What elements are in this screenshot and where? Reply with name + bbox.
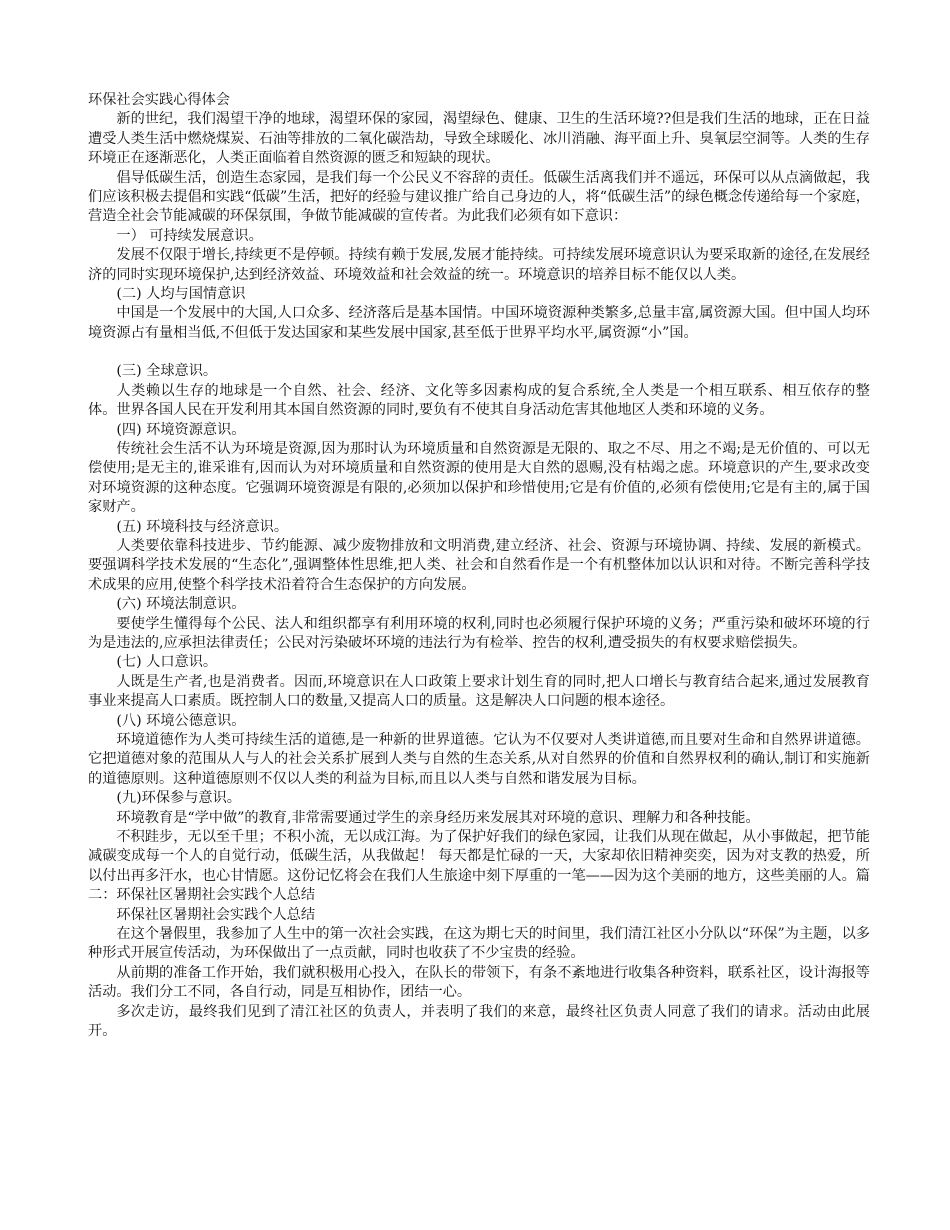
paragraph: 发展不仅限于增长,持续更不是停顿。持续有赖于发展,发展才能持续。可持续发展环境意识认为要采取新的途径,在发展经济的同时实现环境保护,达到经济效益、环境效益和社会效益的统一。环境意识的培养目标不能仅以人类。 xyxy=(88,247,870,283)
section-heading: (九)环保参与意识。 xyxy=(116,790,241,807)
section-heading: (三) 全球意识。 xyxy=(116,363,218,380)
paragraph: 多次走访，最终我们见到了清江社区的负责人，并表明了我们的来意，最终社区负责人同意了我们的请求。活动由此展开。 xyxy=(88,1003,870,1040)
section-heading: 环保社区暑期社会实践个人总结 xyxy=(116,906,316,923)
paragraph: 传统社会生活不认为环境是资源,因为那时认为环境质量和自然资源是无限的、取之不尽、用之不竭;是无价值的、可以无偿使用;是无主的,谁采谁有,因而认为对环境质量和自然资源的使用是大自然的恩赐,没有枯竭之虑。环境意识的产生,要求改变对环境资源的这种态度。它强调环境资源是有限的,必须加以保护和珍惜使用;它是有价值的,必须有偿使用;它是有主的,属于国家财产。 xyxy=(88,440,870,516)
paragraph: 环境道德作为人类可持续生活的道德,是一种新的世界道德。它认为不仅要对人类讲道德,而且要对生命和自然界讲道德。它把道德对象的范围从人与人的社会关系扩展到人类与自然的生态关系,从对自然界的价值和自然界权利的确认,制订和实施新的道德原则。这种道德原则不仅以人类的利益为目标,而且以人类与自然和谐发展为目标。 xyxy=(88,732,870,787)
paragraph: 从前期的准备工作开始，我们就积极用心投入，在队长的带领下，有条不紊地进行收集各种资料，联系社区，设计海报等活动。我们分工不同，各自行动，同是互相协作，团结一心。 xyxy=(88,964,870,1001)
section-heading: (二) 人均与国情意识 xyxy=(116,286,246,303)
section-heading: (八) 环境公德意识。 xyxy=(116,712,246,729)
paragraph: 人类要依靠科技进步、节约能源、减少废物排放和文明消费,建立经济、社会、资源与环境协调、持续、发展的新模式。要强调科学技术发展的“生态化”,强调整体性思维,把人类、社会和自然看作是一个有机整体加以认识和对待。不断完善科学技术成果的应用,使整个科学技术沿着符合生态保护的方向发展。 xyxy=(88,537,870,593)
blank-line xyxy=(88,343,870,362)
paragraph: 人既是生产者,也是消费者。因而,环境意识在人口政策上要求计划生育的同时,把人口增长与教育结合起来,通过发展教育事业来提高人口素质。既控制人口的数量,又提高人口的质量。这是解决人口问题的根本途径。 xyxy=(88,673,870,710)
section-heading: (六) 环境法制意识。 xyxy=(116,596,246,613)
paragraph: 中国是一个发展中的大国,人口众多、经济落后是基本国情。中国环境资源种类繁多,总量丰富,属资源大国。但中国人均环境资源占有量相当低,不但低于发达国家和某些发展中国家,甚至低于世界平均水平,属资源“小”国。 xyxy=(88,305,870,341)
paragraph: 新的世纪，我们渴望干净的地球，渴望环保的家园，渴望绿色、健康、卫生的生活环境??但是我们生活的地球，正在日益遭受人类生活中燃烧煤炭、石油等排放的二氧化碳浩劫，导致全球暖化、冰川消融、海平面上升、臭氧层空洞等。人类的生存环境正在逐渐恶化，人类正面临着自然资源的匮乏和短缺的现状。 xyxy=(88,111,870,167)
document-body xyxy=(88,91,870,1042)
paragraph: 人类赖以生存的地球是一个自然、社会、经济、文化等多因素构成的复合系统,全人类是一个相互联系、相互依存的整体。世界各国人民在开发利用其本国自然资源的同时,要负有不使其自身活动危害其他地区人类和环境的义务。 xyxy=(88,382,870,419)
section-heading: (五) 环境科技与经济意识。 xyxy=(116,518,289,535)
paragraph: 环境教育是“学中做”的教育,非常需要通过学生的亲身经历来发展其对环境的意识、理解力和各种技能。 xyxy=(116,809,760,826)
section-heading: (四) 环境资源意识。 xyxy=(116,421,246,438)
paragraph: 倡导低碳生活，创造生态家园，是我们每一个公民义不容辞的责任。低碳生活离我们并不遥远，环保可以从点滴做起，我们应该积极去提倡和实践“低碳”生活，把好的经验与建议推广给自己身边的人，将“低碳生活”的绿色概念传递给每一个家庭，营造全社会节能减碳的环保氛围，争做节能减碳的宣传者。为此我们必须有如下意识： xyxy=(88,169,870,225)
paragraph: 在这个暑假里，我参加了人生中的第一次社会实践，在这为期七天的时间里，我们清江社区小分队以“环保”为主题，以多种形式开展宣传活动，为环保做出了一点贡献，同时也收获了不少宝贵的经验。 xyxy=(88,926,870,962)
section-heading: (七) 人口意识。 xyxy=(116,654,218,671)
paragraph: 要使学生懂得每个公民、法人和组织都享有利用环境的权利,同时也必须履行保护环境的义务；严重污染和破坏环境的行为是违法的,应承担法律责任；公民对污染破坏环境的违法行为有检举、控告的权利,遭受损失的有权要求赔偿损失。 xyxy=(88,615,870,651)
document-title: 环保社会实践心得体会 xyxy=(88,92,230,108)
paragraph: 不积跬步，无以至千里；不积小流，无以成江海。为了保护好我们的绿色家园，让我们从现在做起，从小事做起，把节能减碳变成每一个人的自觉行动，低碳生活，从我做起！ 每天都是忙碌的一天，大家却依旧精神奕奕，因为对支教的热爱，所以付出再多汗水，也心甘情愿。这份记忆将会在我们人生旅途中刻下厚重的一笔——因为这个美丽的地方，这些美丽的人。篇二：环保社区暑期社会实践个人总结 xyxy=(88,829,870,904)
section-heading: 一） 可持续发展意识。 xyxy=(116,227,263,244)
